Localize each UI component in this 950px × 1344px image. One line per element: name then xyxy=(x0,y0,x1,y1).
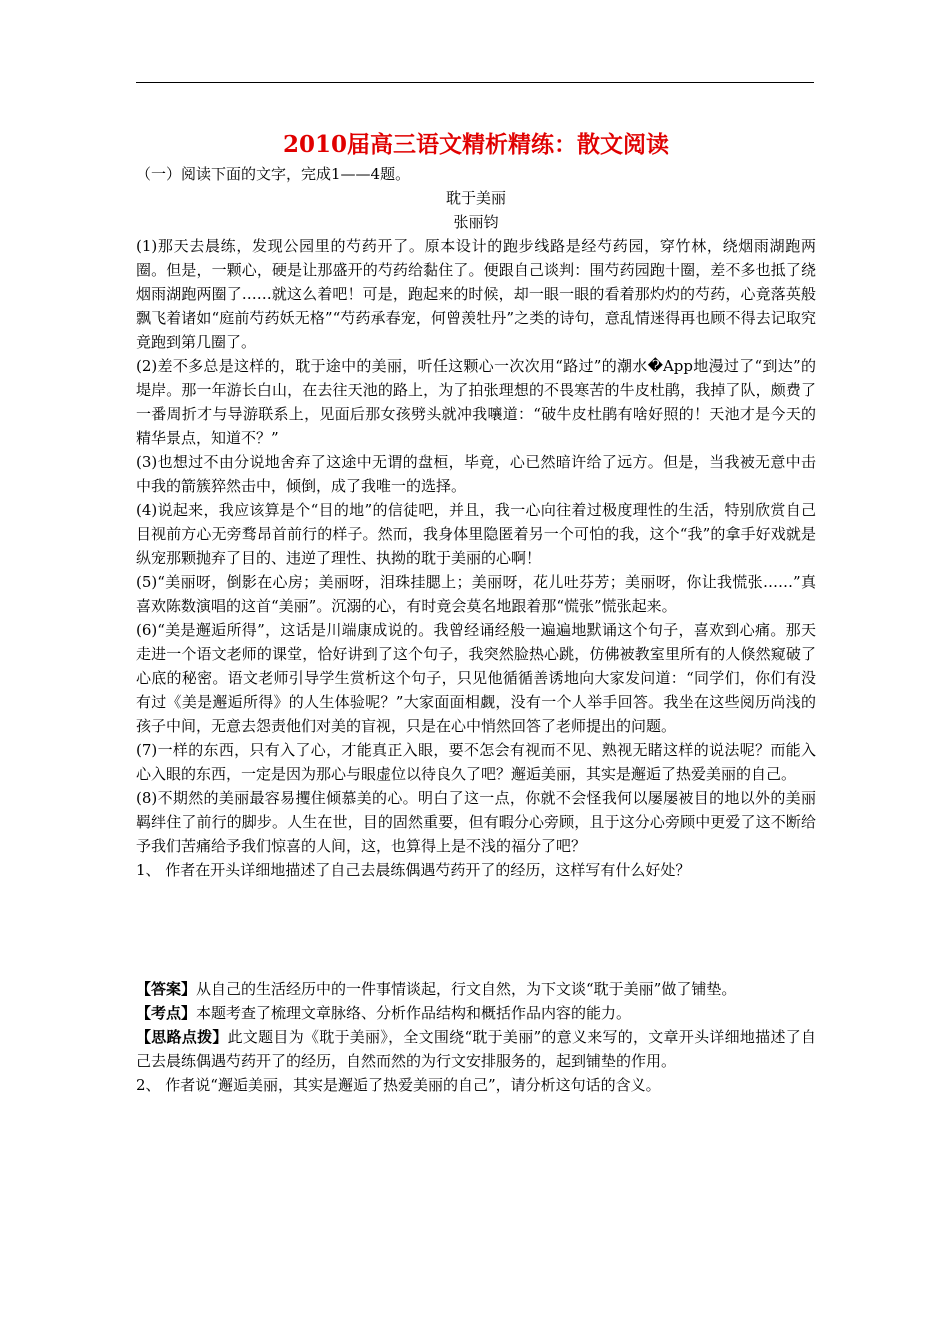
exam-point-tag: 【考点】 xyxy=(136,1004,197,1022)
hint-line xyxy=(136,1025,816,1073)
hint-tag: 【思路点拨】 xyxy=(136,1028,228,1046)
paragraph-3: (3)也想过不由分说地舍弃了这途中无谓的盘桓，毕竟，心已然暗许给了远方。但是，当我被无意中击中我的箭簇猝然击中，倾倒，成了我唯一的选择。 xyxy=(136,453,816,495)
answer-space xyxy=(136,882,816,977)
paragraph-7: (7)一样的东西，只有入了心，才能真正入眼，要不怎会有视而不见、熟视无睹这样的说法呢？而能入心入眼的东西，一定是因为那心与眼虚位以待良久了吧？邂逅美丽，其实是邂逅了热爱美丽的自己。 xyxy=(136,741,816,783)
paragraph-8: (8)不期然的美丽最容易攫住倾慕美的心。明白了这一点，你就不会怪我何以屡屡被目的地以外的美丽羁绊住了前行的脚步。人生在世，目的固然重要，但有暇分心旁顾，且于这分心旁顾中更爱了这不断给予我们苦痛给予我们惊喜的人间，这，也算得上是不浅的福分了吧？ xyxy=(136,789,816,855)
essay-author: 张丽钧 xyxy=(453,213,499,231)
question-1: 1、 作者在开头详细地描述了自己去晨练偶遇芍药开了的经历，这样写有什么好处？ xyxy=(136,861,691,879)
answer-text: 从自己的生活经历中的一件事情谈起，行文自然，为下文谈“耽于美丽”做了铺垫。 xyxy=(196,980,737,998)
paragraph-6: (6)“美是邂逅所得”，这话是川端康成说的。我曾经诵经般一遍遍地默诵这个句子，喜欢到心痛。那天走进一个语文老师的课堂，恰好讲到了这个句子，我突然脸热心跳，仿佛被教室里所有的人倏然窥破了心底的秘密。语文老师引导学生赏析这个句子，只见他循循善诱地向大家发问道：“同学们，你们有没有过《美是邂逅所得》的人生体验呢？”大家面面相觑，没有一个人举手回答。我坐在这些阅历尚浅的孩子中间，无意去怨责他们对美的盲视，只是在心中悄然回答了老师提出的问题。 xyxy=(136,621,816,735)
document-body xyxy=(136,130,816,1097)
paragraph-5: (5)“美丽呀，倒影在心房；美丽呀，泪珠挂腮上；美丽呀，花儿吐芬芳；美丽呀，你让我慌张……”真喜欢陈数演唱的这首“美丽”。沉溺的心，有时竟会莫名地跟着那“慌张”慌张起来。 xyxy=(136,573,816,615)
paragraph-1: (1)那天去晨练，发现公园里的芍药开了。原本设计的跑步线路是经芍药园，穿竹林，绕烟雨湖跑两圈。但是，一颗心，硬是让那盛开的芍药给黏住了。便跟自己谈判：围芍药园跑十圈，差不多也抵了绕烟雨湖跑两圈了……就这么着吧！可是，跑起来的时候，却一眼一眼的看着那灼灼的芍药，心竟落英般飘飞着诸如“庭前芍药妖无格”“芍药承春宠，何曾羡牡丹”之类的诗句，意乱情迷得再也顾不得去记取究竟跑到第几圈了。 xyxy=(136,237,816,351)
page-title: 2010届高三语文精析精练：散文阅读 xyxy=(282,131,669,158)
answer-line xyxy=(136,977,816,1001)
instructions: （一）阅读下面的文字，完成1——4题。 xyxy=(136,165,411,183)
question-2: 2、 作者说“邂逅美丽，其实是邂逅了热爱美丽的自己”，请分析这句话的含义。 xyxy=(136,1076,661,1094)
paragraph-4: (4)说起来，我应该算是个“目的地”的信徒吧，并且，我一心向往着过极度理性的生活，特别欣赏自己目视前方心无旁骛昂首前行的样子。然而，我身体里隐匿着另一个可怕的我，这个“我”的拿手好戏就是纵宠那颗抛弃了目的、违逆了理性、执拗的耽于美丽的心啊！ xyxy=(136,501,816,567)
exam-point-text: 本题考查了梳理文章脉络、分析作品结构和概括作品内容的能力。 xyxy=(196,1004,632,1022)
essay-title: 耽于美丽 xyxy=(445,189,506,207)
header-rule xyxy=(136,82,814,83)
hint-text: 此文题目为《耽于美丽》，全文围绕“耽于美丽”的意义来写的，文章开头详细地描述了自己去晨练偶遇芍药开了的经历，自然而然的为行文安排服务的，起到铺垫的作用。 xyxy=(136,1028,816,1070)
paragraph-2: (2)差不多总是这样的，耽于途中的美丽，听任这颗心一次次用“路过”的潮水�App地漫过了“到达”的堤岸。那一年游长白山，在去往天池的路上，为了拍张理想的不畏寒苦的牛皮杜鹃，我掉了队，颇费了一番周折才与导游联系上，见面后那女孩劈头就冲我嚷道：“破牛皮杜鹃有啥好照的！天池才是今天的精华景点，知道不？” xyxy=(136,357,816,447)
exam-point-line xyxy=(136,1001,816,1025)
answer-tag: 【答案】 xyxy=(136,980,197,998)
